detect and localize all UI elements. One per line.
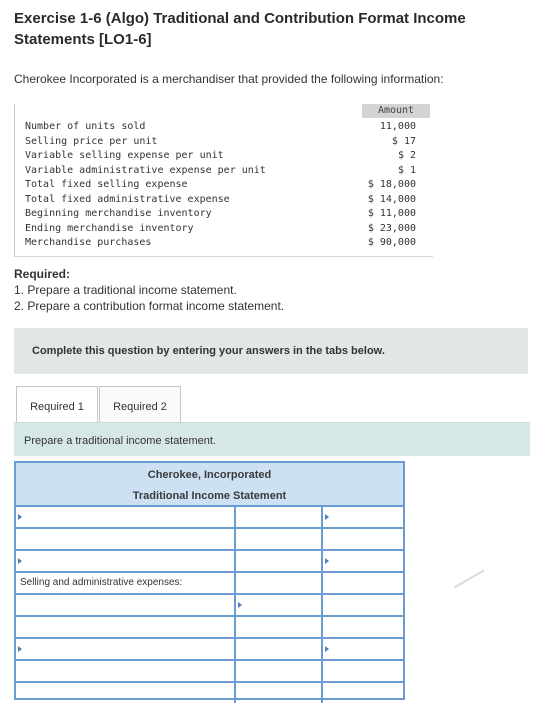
- info-row-label: Merchandise purchases: [25, 237, 152, 248]
- amount-column-header: Amount: [362, 104, 430, 118]
- statement-row: [16, 637, 403, 659]
- info-row-value: $ 18,000: [367, 179, 416, 190]
- statement-name: Traditional Income Statement: [132, 490, 287, 502]
- section-label: Selling and administrative expenses:: [20, 577, 183, 588]
- required-section: [14, 266, 284, 314]
- row-label-input[interactable]: [16, 573, 232, 593]
- amount-input[interactable]: [234, 617, 323, 637]
- dropdown-caret-icon: [325, 558, 329, 564]
- row-label-input[interactable]: [16, 639, 232, 659]
- total-input[interactable]: [321, 639, 407, 659]
- statement-row: [16, 505, 403, 527]
- info-row-value: $ 2: [397, 150, 416, 161]
- row-label-input[interactable]: [16, 661, 232, 681]
- tab-instruction-strip: [14, 422, 530, 456]
- statement-row: [16, 527, 403, 549]
- income-statement-grid: [14, 461, 405, 700]
- amount-input[interactable]: [234, 507, 323, 527]
- required-item: 2. Prepare a contribution format income statement.: [14, 299, 285, 313]
- statement-company: Cherokee, Incorporated: [147, 469, 272, 481]
- instruction-banner: [14, 328, 528, 374]
- info-labels: [25, 120, 266, 251]
- info-row-label: Variable selling expense per unit: [25, 150, 224, 161]
- info-row-label: Beginning merchandise inventory: [25, 208, 212, 219]
- info-table: [14, 104, 433, 257]
- amount-input[interactable]: [234, 595, 323, 615]
- row-label-input[interactable]: [16, 617, 232, 637]
- statement-row: [16, 549, 403, 571]
- amount-input[interactable]: [234, 683, 323, 703]
- total-input[interactable]: [321, 617, 407, 637]
- total-input[interactable]: [321, 683, 407, 703]
- row-label-input[interactable]: [16, 551, 232, 571]
- statement-row: [16, 659, 403, 681]
- tab-required-2[interactable]: Required 2: [99, 386, 181, 426]
- info-row-value: $ 1: [397, 164, 416, 176]
- info-row-label: Selling price per unit: [25, 135, 158, 147]
- statement-row: [16, 615, 403, 637]
- dropdown-caret-icon: [18, 558, 22, 564]
- required-item: 1. Prepare a traditional income statement.: [14, 283, 237, 297]
- tab-required-1[interactable]: Required 1: [16, 386, 98, 426]
- amount-input[interactable]: [234, 661, 323, 681]
- page-title: Exercise 1-6 (Algo) Traditional and Contribution Format Income Statements [LO1-6]: [14, 10, 466, 48]
- info-row-value: $ 11,000: [367, 208, 416, 219]
- dropdown-caret-icon: [238, 602, 242, 608]
- intro-text: Cherokee Incorporated is a merchandiser that provided the following information:: [14, 72, 444, 86]
- pen-mark-decoration: [454, 570, 484, 589]
- info-row-label: Total fixed selling expense: [25, 179, 188, 190]
- row-label-input[interactable]: [16, 595, 232, 615]
- statement-header: [16, 463, 403, 505]
- info-row-label: Number of units sold: [25, 121, 146, 132]
- info-row-value: 11,000: [379, 121, 416, 132]
- info-row-value: $ 14,000: [367, 193, 416, 205]
- total-input[interactable]: [321, 661, 407, 681]
- info-row-value: $ 23,000: [367, 222, 416, 234]
- amount-input[interactable]: [234, 573, 323, 593]
- statement-row: [16, 571, 403, 593]
- dropdown-caret-icon: [325, 646, 329, 652]
- info-row-label: Variable administrative expense per unit: [25, 164, 266, 176]
- amount-input[interactable]: [234, 551, 323, 571]
- required-heading: Required:: [14, 267, 71, 281]
- amount-input[interactable]: [234, 529, 323, 549]
- dropdown-caret-icon: [18, 514, 22, 520]
- total-input[interactable]: [321, 573, 407, 593]
- amount-input[interactable]: [234, 639, 323, 659]
- info-values: [362, 120, 416, 251]
- info-row-label: Ending merchandise inventory: [25, 222, 194, 234]
- dropdown-caret-icon: [325, 514, 329, 520]
- row-label-input[interactable]: [16, 507, 232, 527]
- info-row-value: $ 90,000: [367, 237, 416, 248]
- row-label-input[interactable]: [16, 683, 232, 703]
- total-input[interactable]: [321, 551, 407, 571]
- total-input[interactable]: [321, 595, 407, 615]
- tab-instruction: Prepare a traditional income statement.: [24, 435, 216, 447]
- info-row-value: $ 17: [391, 135, 416, 147]
- statement-row: [16, 593, 403, 615]
- total-input[interactable]: [321, 507, 407, 527]
- banner-text: Complete this question by entering your answers in the tabs below.: [32, 345, 385, 357]
- row-label-input[interactable]: [16, 529, 232, 549]
- info-row-label: Total fixed administrative expense: [25, 193, 230, 205]
- dropdown-caret-icon: [18, 646, 22, 652]
- total-input[interactable]: [321, 529, 407, 549]
